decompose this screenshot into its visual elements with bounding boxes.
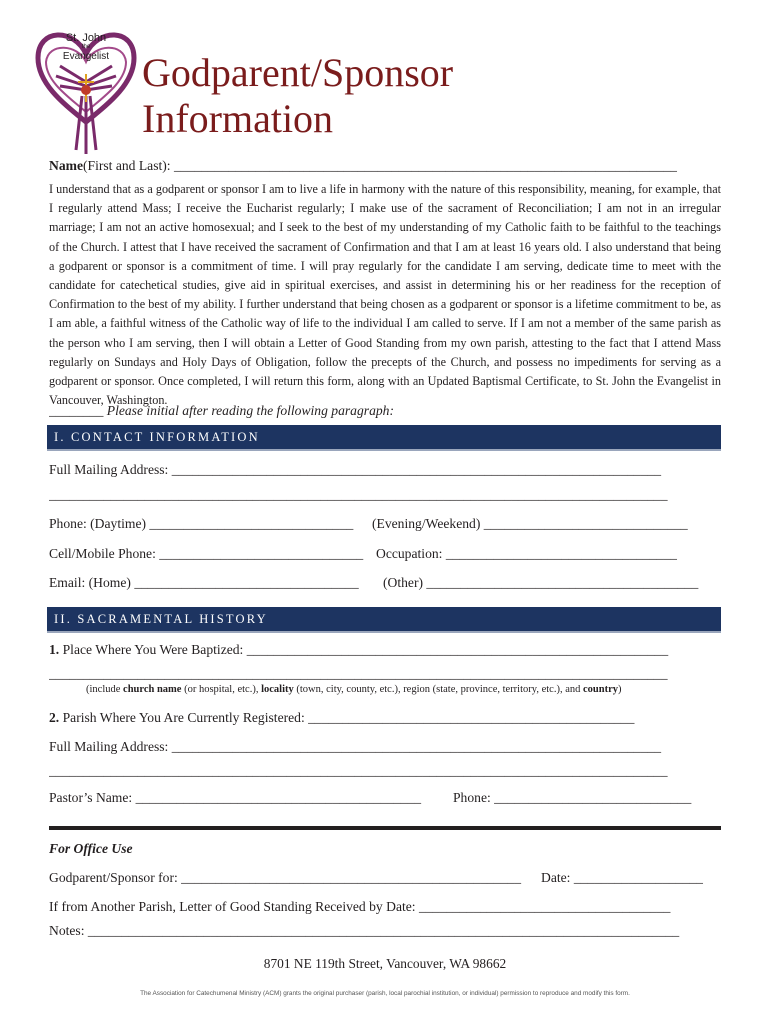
hint-bold: locality: [261, 684, 294, 695]
hint-text: ): [617, 684, 622, 695]
question-number: 1.: [49, 642, 60, 657]
letter-received-field[interactable]: If from Another Parish, Letter of Good Standing Received by Date: _____________________________________: [49, 899, 671, 914]
baptism-place-field[interactable]: [49, 642, 721, 658]
section-sacramental-heading: II. SACRAMENTAL HISTORY: [47, 607, 721, 631]
title-line1: Godparent/Sponsor: [142, 50, 454, 95]
email-other-field[interactable]: (Other) ________________________________________: [383, 575, 699, 590]
name-label: Name: [49, 158, 83, 173]
parish-mailing-field[interactable]: Full Mailing Address: ________________________________________________________________________: [49, 739, 662, 754]
office-use-heading: For Office Use: [49, 841, 133, 856]
hint-text: (or hospital, etc.),: [181, 684, 262, 695]
name-field[interactable]: [49, 158, 721, 174]
section-divider: [47, 631, 721, 633]
initial-instruction: Please initial after reading the following paragraph:: [103, 403, 394, 418]
email-home-field[interactable]: Email: (Home) _________________________________: [49, 575, 359, 590]
title-line2: Information: [142, 96, 334, 141]
name-sublabel: (First and Last):: [82, 158, 174, 173]
office-date-field[interactable]: Date: ___________________: [541, 870, 703, 885]
parish-logo: [30, 22, 142, 158]
copyright-notice: The Association for Catechumenal Ministry (ACM) grants the original purchaser (parish, local parochial institution, or individual) permission to reproduce and modify this form.: [140, 990, 630, 997]
pastor-name-field[interactable]: Pastor’s Name: __________________________________________: [49, 790, 422, 805]
pastor-phone-field[interactable]: Phone: _____________________________: [453, 790, 692, 805]
name-blank[interactable]: __________________________________________________________________________: [173, 158, 677, 173]
phone-daytime-field[interactable]: Phone: (Daytime) ______________________________: [49, 516, 354, 531]
mailing-address-field[interactable]: Full Mailing Address: ________________________________________________________________________: [49, 462, 662, 477]
parish-mailing-line2[interactable]: ___________________________________________________________________________________________: [49, 763, 668, 778]
baptism-place-line2[interactable]: ___________________________________________________________________________________________: [49, 666, 668, 681]
baptism-place-blank[interactable]: Place Where You Were Baptized: ______________________________________________________________: [59, 642, 669, 657]
logo-text-line1: St. John: [65, 32, 107, 44]
godparent-for-field[interactable]: Godparent/Sponsor for: __________________________________________________: [49, 870, 521, 885]
current-parish-blank[interactable]: Parish Where You Are Currently Registered: ________________________________________________: [59, 710, 635, 725]
baptism-hint: [86, 684, 686, 695]
office-divider: [49, 826, 721, 830]
section-contact-heading: I. CONTACT INFORMATION: [47, 425, 721, 449]
hint-text: (town, city, county, etc.), region (state, province, territory, etc.), and: [293, 684, 583, 695]
initial-field[interactable]: [49, 403, 721, 419]
current-parish-field[interactable]: [49, 710, 721, 726]
parish-address: 8701 NE 119th Street, Vancouver, WA 98662: [263, 956, 507, 971]
hint-bold: country: [582, 684, 618, 695]
hint-bold: church name: [123, 684, 182, 695]
initial-blank[interactable]: ________: [49, 403, 104, 418]
hint-text: (include: [86, 684, 124, 695]
section-divider: [47, 449, 721, 451]
mailing-address-field-line2[interactable]: ___________________________________________________________________________________________: [49, 487, 668, 502]
question-number: 2.: [49, 710, 60, 725]
commitment-paragraph: I understand that as a godparent or sponsor I am to live a life in harmony with the nature of this responsibility, meaning, for example, that I regularly attend Mass; I receive the Eucharist regularly; I make use of the sacrament of Reconciliation; I am not in an irregular marriage; I am not an active homosexual; and I seek to the best of my understanding of my Catholic faith to be faithful to the teachings of the Church. I attest that I have received the sacrament of Confirmation and that I am at least 16 years old. I also understand that being a godparent or sponsor is a commitment of time. I will pray regularly for the candidate I am serving, dedicate time to meet with the candidate for catechetical studies, give aid in spiritual exercises, and assist in determining his or her readiness for the reception of Confirmation to the best of my ability. I further understand that being chosen as a godparent or sponsor is a lifetime commitment to be, as I am able, a faithful witness of the Catholic way of life to the individual I am called to serve. If I am not a member of the same parish as the person who I am serving, then I will obtain a Letter of Good Standing from my own parish, attesting to the fact that I attend Mass regularly on Sundays and Holy Days of Obligation, follow the precepts of the Church, and possess no impediments for serving as a godparent or sponsor. Once completed, I will return this form, along with an Updated Baptismal Certificate, to St. John the Evangelist in Vancouver, Washington.: [49, 182, 721, 408]
phone-evening-field[interactable]: (Evening/Weekend) ______________________________: [372, 516, 688, 531]
occupation-field[interactable]: Occupation: __________________________________: [376, 546, 677, 561]
page-title: [142, 50, 453, 142]
logo-text-line3: Evangelist: [62, 51, 110, 62]
cell-phone-field[interactable]: Cell/Mobile Phone: ______________________________: [49, 546, 364, 561]
logo-text-line2: the: [81, 44, 91, 50]
notes-field[interactable]: Notes: _______________________________________________________________________________________: [49, 923, 680, 938]
